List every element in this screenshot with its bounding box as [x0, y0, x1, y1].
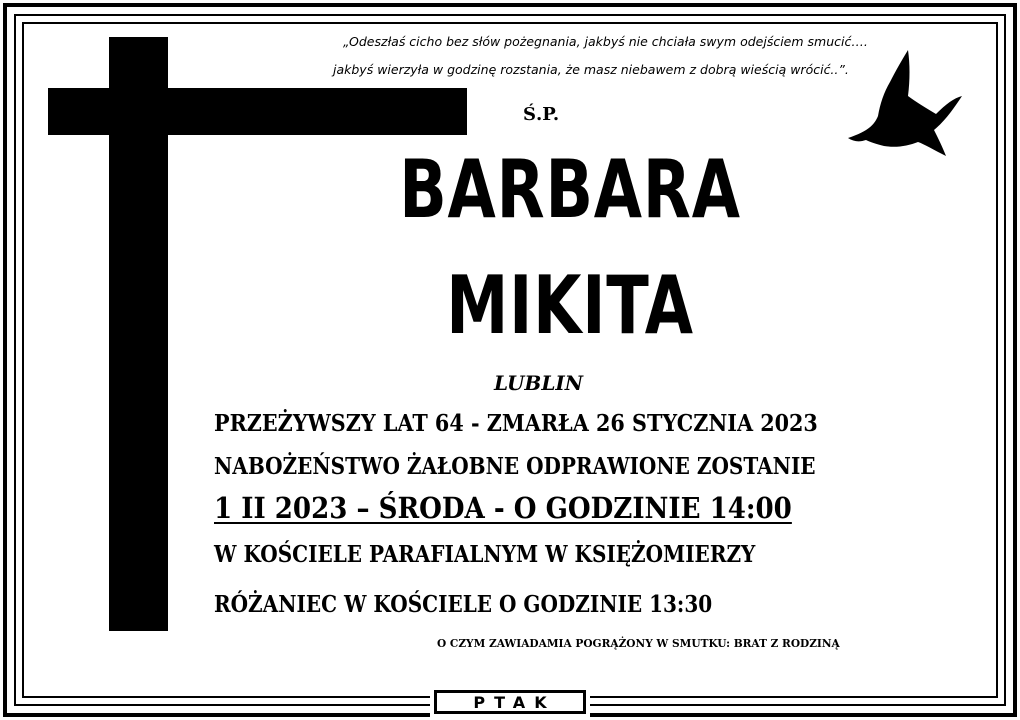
- age-death-line: PRZEŻYWSZY LAT 64 - ZMARŁA 26 STYCZNIA 2023: [214, 410, 818, 437]
- first-name: BARBARA: [399, 143, 741, 236]
- last-name: MIKITA: [446, 259, 694, 352]
- family-notice: O CZYM ZAWIADAMIA POGRĄŻONY W SMUTKU: BRAT Z RODZINĄ: [437, 636, 840, 650]
- city: LUBLIN: [494, 371, 584, 395]
- brand-label: PTAK: [434, 690, 586, 714]
- quote-line-2: jakbyś wierzyła w godzinę rozstania, że masz niebawem z dobrą wieścią wrócić..”.: [333, 62, 849, 77]
- quote-line-1: „Odeszłaś cicho bez słów pożegnania, jakbyś nie chciała swym odejściem smucić….: [343, 34, 868, 49]
- service-date-line: 1 II 2023 – ŚRODA - O GODZINIE 14:00: [214, 491, 792, 525]
- dove-icon: [838, 42, 966, 170]
- rosary-line: RÓŻANIEC W KOŚCIELE O GODZINIE 13:30: [214, 591, 713, 618]
- deceased-prefix: Ś.P.: [523, 104, 560, 125]
- cross-horizontal-beam: [48, 88, 467, 135]
- service-intro-line: NABOŻEŃSTWO ŻAŁOBNE ODPRAWIONE ZOSTANIE: [214, 453, 816, 480]
- church-line: W KOŚCIELE PARAFIALNYM W KSIĘŻOMIERZY: [214, 541, 756, 568]
